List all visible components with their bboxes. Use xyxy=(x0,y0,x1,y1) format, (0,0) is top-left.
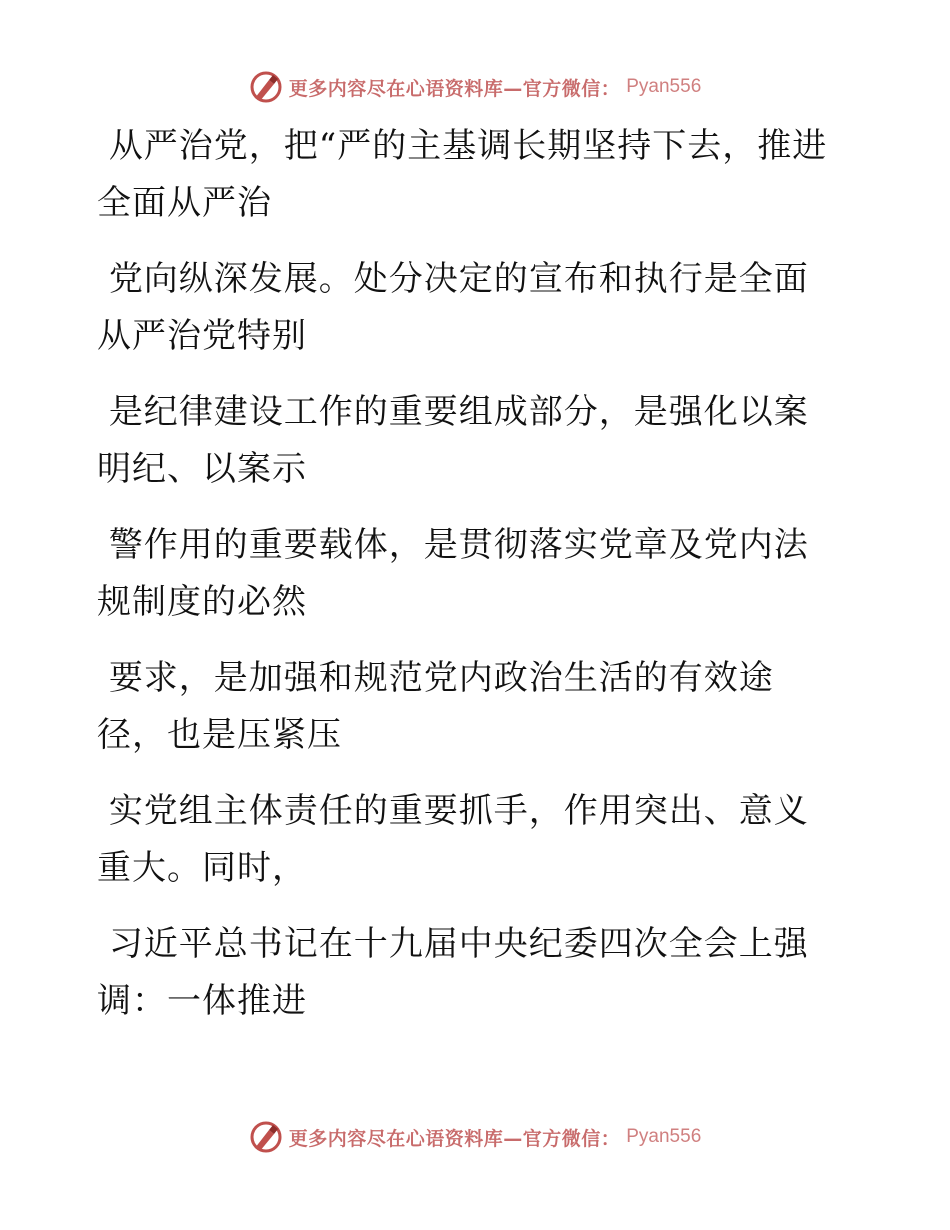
pen-logo-icon xyxy=(249,70,283,104)
header-ad-text: 更多内容尽在心语资料库—官方微信： xyxy=(288,77,621,100)
paragraph: 警作用的重要载体，是贯彻落实党章及党内法规制度的必然 xyxy=(97,525,809,622)
paragraph: 从严治党，把“严的主基调长期坚持下去，推进全面从严治 xyxy=(97,126,828,223)
header-banner xyxy=(0,70,950,104)
footer-banner xyxy=(0,1120,950,1154)
paragraph: 是纪律建设工作的重要组成部分，是强化以案明纪、以案示 xyxy=(97,392,809,489)
paragraph: 要求，是加强和规范党内政治生活的有效途径，也是压紧压 xyxy=(97,658,774,755)
footer-ad-text: 更多内容尽在心语资料库—官方微信： xyxy=(288,1127,621,1150)
pen-logo-icon xyxy=(249,1120,283,1154)
document-body xyxy=(97,118,837,1049)
paragraph: 党向纵深发展。处分决定的宣布和执行是全面从严治党特别 xyxy=(97,259,809,356)
paragraph: 实党组主体责任的重要抓手，作用突出、意义重大。同时， xyxy=(97,791,809,888)
footer-wechat-id: Pyan556 xyxy=(626,1126,702,1147)
paragraph: 习近平总书记在十九届中央纪委四次全会上强调：一体推进 xyxy=(97,924,809,1021)
header-wechat-id: Pyan556 xyxy=(626,76,702,97)
